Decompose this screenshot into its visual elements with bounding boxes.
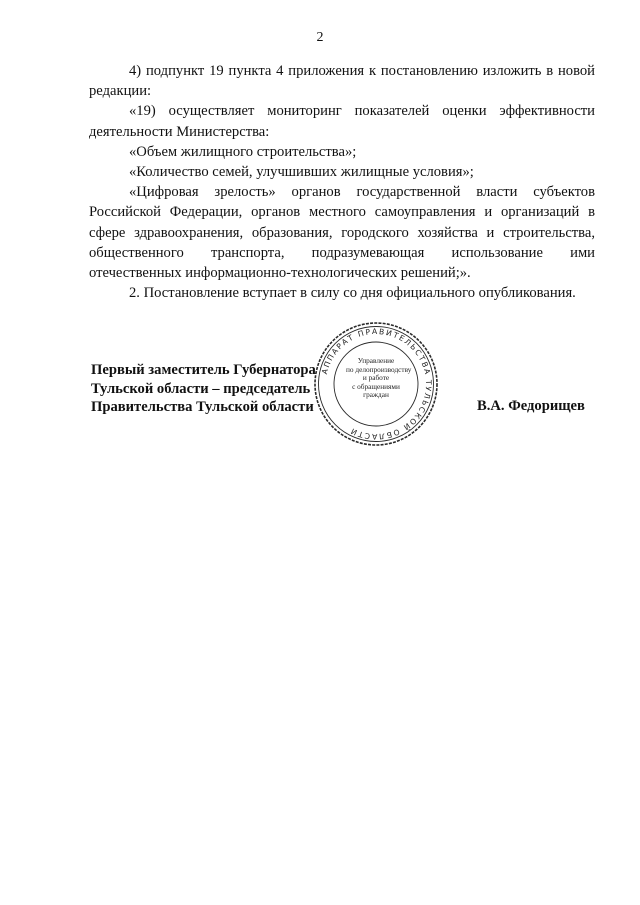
page-number: 2 — [316, 30, 324, 45]
paragraph-indicator-families: «Количество семей, улучшивших жилищные условия»; — [129, 164, 474, 181]
signatory-position-line: Первый заместитель Губернатора — [91, 362, 316, 378]
paragraph-amendment: 4) подпункт 19 пункта 4 приложения к постановлению изложить в новой редакции: — [89, 63, 595, 100]
stamp-center-text — [346, 356, 412, 413]
official-stamp — [313, 321, 439, 447]
signatory-position-line: Правительства Тульской области — [91, 399, 314, 415]
stamp-center-line: и работе — [362, 373, 390, 383]
stamp-center-line: Управление — [357, 356, 395, 365]
signatory-position — [91, 361, 316, 417]
paragraph-monitoring: «19) осуществляет мониторинг показателей оценки эффективности деятельности Министерства: — [89, 103, 595, 140]
signatory-name: В.А. Федорищев — [477, 398, 585, 414]
paragraph-indicator-housing: «Объем жилищного строительства»; — [129, 143, 357, 160]
stamp-ring-text: АППАРАТ ПРАВИТЕЛЬСТВА ТУЛЬСКОЙ ОБЛАСТИ — [319, 326, 434, 442]
paragraph-indicator-digital: «Цифровая зрелость» органов государственной власти субъектов Российской Федерации, органов местного самоуправления и организаций в сфере здравоохранения, образования, городского хозяйства и строительства, общественного транспорта, подразумевающая использование ими отечественных информационно-технологических решений;». — [89, 184, 595, 282]
paragraph-effective-date: 2. Постановление вступает в силу со дня официального опубликования. — [129, 285, 576, 302]
stamp-center-line: по делопроизводству — [346, 364, 412, 374]
signatory-position-line: Тульской области – председатель — [91, 380, 311, 397]
stamp-center-line: граждан — [363, 390, 389, 400]
document-body — [89, 61, 595, 303]
stamp-center-line: с обращениями — [352, 381, 400, 391]
